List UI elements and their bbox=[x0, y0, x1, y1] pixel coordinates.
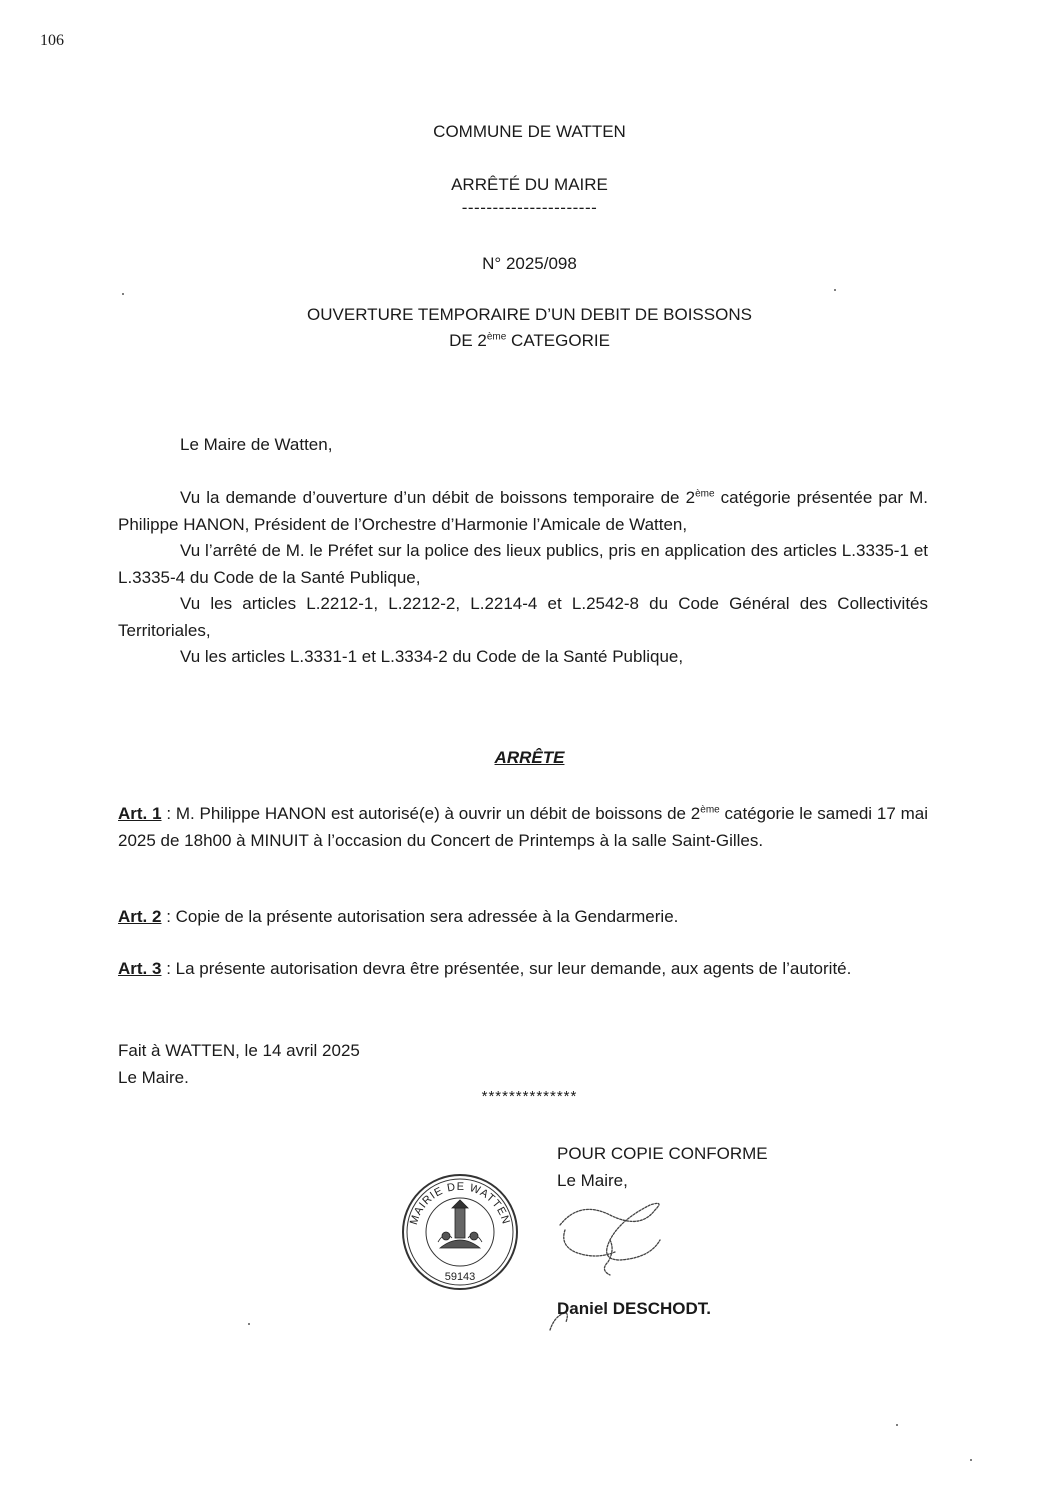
vu-demande-b: catégorie présentée par M. Philippe HANON, Président de l’Orchestre d’Harmonie l’Amicale de Watten, bbox=[118, 488, 928, 534]
mayor-name: Daniel DESCHODT. bbox=[557, 1299, 711, 1318]
scan-speck bbox=[896, 1424, 898, 1426]
scan-speck bbox=[122, 293, 124, 295]
stars-separator: ************** bbox=[481, 1088, 578, 1105]
article-3 bbox=[118, 956, 928, 983]
seal-top-text: MAIRIE DE WATTEN bbox=[408, 1180, 512, 1227]
copie-conforme: POUR COPIE CONFORME bbox=[557, 1144, 768, 1163]
scan-speck bbox=[970, 1459, 972, 1461]
vu-arrete-prefet: Vu l’arrêté de M. le Préfet sur la police des lieux publics, pris en application des articles L.3335-1 et L.3335-4 du Code de la Santé Publique, bbox=[118, 541, 928, 587]
page-number: 106 bbox=[40, 32, 64, 49]
vu-articles-cgct: Vu les articles L.2212-1, L.2212-2, L.2214-4 et L.2542-8 du Code Général des Collectivités Territoriales, bbox=[118, 594, 928, 640]
vu-articles-csp: Vu les articles L.3331-1 et L.3334-2 du Code de la Santé Publique, bbox=[180, 647, 684, 666]
scan-speck bbox=[834, 289, 836, 291]
heading-separator: ---------------------- bbox=[461, 198, 598, 217]
article-2-label: Art. 2 bbox=[118, 907, 162, 926]
copie-le-maire: Le Maire, bbox=[557, 1171, 628, 1190]
commune-heading: COMMUNE DE WATTEN bbox=[433, 122, 626, 141]
title-line-2-prefix: DE 2 bbox=[449, 331, 487, 350]
article-3-text: : La présente autorisation devra être présentée, sur leur demande, aux agents de l’autorité. bbox=[161, 959, 852, 978]
article-1 bbox=[118, 801, 928, 854]
copie-conforme-block bbox=[557, 1140, 768, 1194]
preamble-opening: Le Maire de Watten, bbox=[180, 435, 333, 454]
scan-speck bbox=[248, 1323, 250, 1325]
article-1-sup: ème bbox=[700, 804, 720, 816]
article-3-label: Art. 3 bbox=[118, 959, 162, 978]
article-1-text-a: : M. Philippe HANON est autorisé(e) à ouvrir un débit de boissons de 2 bbox=[161, 804, 701, 823]
preamble-considerations bbox=[118, 485, 928, 671]
arrete-du-maire-heading: ARRÊTÉ DU MAIRE bbox=[451, 175, 608, 194]
seal-postcode: 59143 bbox=[444, 1271, 476, 1283]
mairie-seal bbox=[400, 1172, 520, 1292]
signatory-line: Le Maire. bbox=[118, 1068, 189, 1087]
vu-demande-sup: ème bbox=[695, 488, 715, 500]
article-2 bbox=[118, 904, 928, 931]
article-1-label: Art. 1 bbox=[118, 804, 162, 823]
title-line-1: OUVERTURE TEMPORAIRE D’UN DEBIT DE BOISSONS bbox=[307, 305, 752, 324]
title-line-2 bbox=[0, 331, 1059, 351]
arrete-number: N° 2025/098 bbox=[482, 254, 577, 273]
closing-block bbox=[118, 1037, 360, 1091]
article-1-text-b: catégorie le samedi 17 mai 2025 de 18h00 à MINUIT à l’occasion du Concert de Printemps à la salle Saint-Gilles. bbox=[118, 804, 928, 850]
title-line-2-suffix: CATEGORIE bbox=[506, 331, 610, 350]
seal-emblem bbox=[438, 1200, 482, 1248]
vu-demande-a: Vu la demande d’ouverture d’un débit de boissons temporaire de 2 bbox=[180, 488, 696, 507]
title-line-2-sup: ème bbox=[486, 331, 507, 343]
arrete-heading-text: ARRÊTE bbox=[494, 748, 565, 767]
article-2-text: : Copie de la présente autorisation sera adressée à la Gendarmerie. bbox=[161, 907, 679, 926]
place-date: Fait à WATTEN, le 14 avril 2025 bbox=[118, 1041, 360, 1060]
vu-demande bbox=[118, 485, 928, 538]
arrete-heading bbox=[0, 748, 1059, 768]
